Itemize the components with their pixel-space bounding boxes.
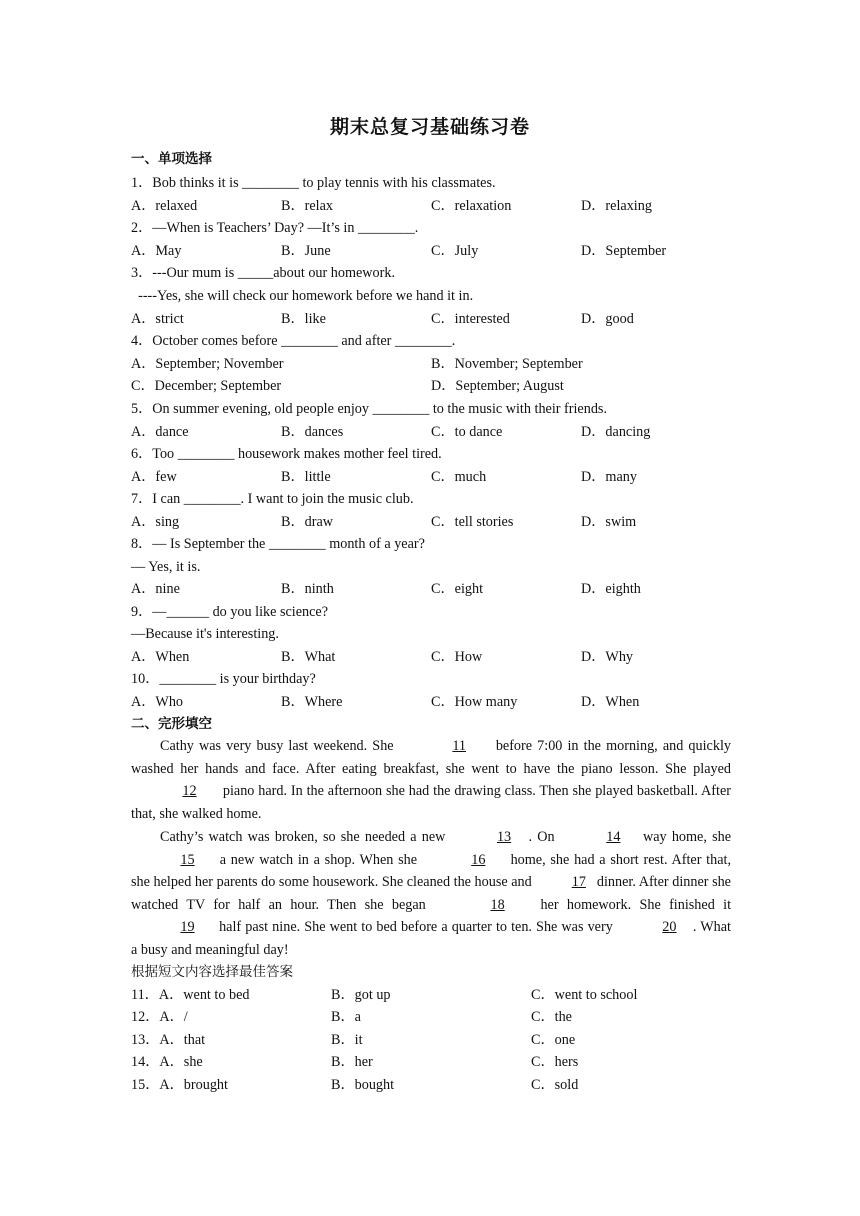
option-c: C．tell stories — [431, 514, 514, 530]
option-row — [131, 646, 731, 668]
option-b: B．got up — [331, 987, 391, 1003]
section-heading-multiple-choice: 一、单项选择 — [131, 151, 212, 167]
option-d: D．September; August — [431, 378, 564, 394]
option-b: B．draw — [281, 514, 334, 530]
option-a: A．September; November — [131, 356, 284, 372]
page-title: 期末总复习基础练习卷 — [329, 116, 530, 138]
cloze-option-row — [131, 1006, 731, 1028]
option-a: 15．A．brought — [131, 1077, 228, 1093]
question-stem-reply: ----Yes, she will check our homework before we hand it in. — [131, 288, 474, 304]
option-d: D．swim — [581, 514, 637, 530]
option-c: C．went to school — [531, 987, 638, 1003]
option-a: 11．A．went to bed — [131, 987, 250, 1003]
cloze-option-row — [131, 1029, 731, 1051]
option-a: A．sing — [131, 514, 180, 530]
question-stem: 7．I can ________. I want to join the music club. — [131, 491, 414, 507]
option-c: C．sold — [531, 1077, 579, 1093]
cloze-blank-20: 20 — [662, 919, 677, 936]
option-b: B．like — [281, 311, 326, 327]
option-b: B．it — [331, 1032, 363, 1048]
option-b: B．a — [331, 1009, 361, 1025]
option-d: D．eighth — [581, 581, 641, 597]
option-a: A．nine — [131, 581, 180, 597]
cloze-blank-15: 15 — [180, 851, 195, 868]
option-c: C．eight — [431, 581, 484, 597]
question-stem: 5．On summer evening, old people enjoy ________ to the music with their friends. — [131, 401, 607, 417]
cloze-paragraph-1: Cathy was very busy last weekend. She 11 before 7:00 in the morning, and quickly washed her hands and face. After eating breakfast, she went to have the piano lesson. She played 12 piano hard. In the afternoon she had the drawing class. Then she played basketball. After that, she walked home. — [131, 735, 731, 825]
option-c: C．much — [431, 469, 487, 485]
cloze-blank-17: 17 — [571, 874, 586, 891]
option-d: D．relaxing — [581, 198, 652, 214]
option-b: B．dances — [281, 424, 344, 440]
option-a: A．Who — [131, 694, 184, 710]
cloze-blank-16: 16 — [471, 851, 486, 868]
question-stem: 9．—______ do you like science? — [131, 604, 329, 620]
option-b: B．ninth — [281, 581, 334, 597]
cloze-instruction: 根据短文内容选择最佳答案 — [131, 964, 293, 980]
question-stem: 2．—When is Teachers’ Day? —It’s in ________. — [131, 220, 419, 236]
option-b: B．little — [281, 469, 331, 485]
question-stem: 10．________ is your birthday? — [131, 671, 316, 687]
option-b: B．her — [331, 1054, 373, 1070]
cloze-blank-12: 12 — [182, 783, 197, 800]
option-d: D．many — [581, 469, 637, 485]
question-stem: 6．Too ________ housework makes mother feel tired. — [131, 446, 442, 462]
cloze-blank-13: 13 — [496, 829, 512, 845]
question-stem: 4．October comes before ________ and after ________. — [131, 333, 456, 349]
option-b: B．relax — [281, 198, 334, 214]
question-stem: 8．— Is September the ________ month of a year? — [131, 536, 425, 552]
option-row — [131, 308, 731, 330]
option-c: C．the — [531, 1009, 572, 1025]
option-c: C．interested — [431, 311, 510, 327]
option-row — [131, 466, 731, 488]
option-row — [131, 578, 731, 600]
option-c: C．to dance — [431, 424, 503, 440]
option-a: 14．A．she — [131, 1054, 203, 1070]
option-a: A．dance — [131, 424, 189, 440]
cloze-option-row — [131, 1074, 731, 1096]
option-a: A．relaxed — [131, 198, 198, 214]
cloze-blank-19: 19 — [180, 919, 195, 936]
option-a: A．strict — [131, 311, 184, 327]
option-a: A．few — [131, 469, 177, 485]
option-a: 12．A．/ — [131, 1009, 188, 1025]
cloze-option-row — [131, 984, 731, 1006]
option-b: B．November; September — [431, 356, 583, 372]
question-stem-reply: — Yes, it is. — [131, 559, 201, 575]
option-c: C．How — [431, 649, 483, 665]
option-c: C．hers — [531, 1054, 579, 1070]
option-b: B．Where — [281, 694, 343, 710]
option-c: C．December; September — [131, 378, 282, 394]
cloze-blank-18: 18 — [490, 896, 505, 913]
question-stem: 1．Bob thinks it is ________ to play tennis with his classmates. — [131, 175, 496, 191]
option-d: D．dancing — [581, 424, 651, 440]
option-d: D．good — [581, 311, 634, 327]
cloze-option-row — [131, 1051, 731, 1073]
option-b: B．What — [281, 649, 336, 665]
option-c: C．one — [531, 1032, 576, 1048]
option-row — [131, 375, 731, 397]
option-row — [131, 511, 731, 533]
option-d: D．September — [581, 243, 667, 259]
option-row — [131, 353, 731, 375]
section-heading-cloze: 二、完形填空 — [131, 716, 212, 732]
option-row — [131, 691, 731, 713]
option-c: C．relaxation — [431, 198, 512, 214]
option-a: A．May — [131, 243, 182, 259]
cloze-paragraph-2: Cathy’s watch was broken, so she needed a new 13 . On 14 way home, she 15 a new watch in a shop. When she 16 home, she had a short rest. After that, she helped her parents do some housework. She cleaned the house and 17 dinner. After dinner she watched TV for half an hour. Then she began 18 her homework. She finished it 19 half past nine. She went to bed before a quarter to ten. She was very 20 . What a busy and meaningful day! — [131, 826, 731, 962]
option-row — [131, 421, 731, 443]
cloze-blank-11: 11 — [452, 738, 467, 754]
option-a: 13．A．that — [131, 1032, 206, 1048]
option-b: B．bought — [331, 1077, 395, 1093]
option-b: B．June — [281, 243, 331, 259]
option-c: C．July — [431, 243, 479, 259]
option-d: D．When — [581, 694, 640, 710]
question-stem-reply: —Because it's interesting. — [131, 626, 279, 642]
option-c: C．How many — [431, 694, 518, 710]
option-row — [131, 240, 731, 262]
cloze-blank-14: 14 — [606, 829, 621, 845]
option-a: A．When — [131, 649, 190, 665]
option-row — [131, 195, 731, 217]
option-d: D．Why — [581, 649, 634, 665]
question-stem: 3．---Our mum is _____about our homework. — [131, 265, 396, 281]
